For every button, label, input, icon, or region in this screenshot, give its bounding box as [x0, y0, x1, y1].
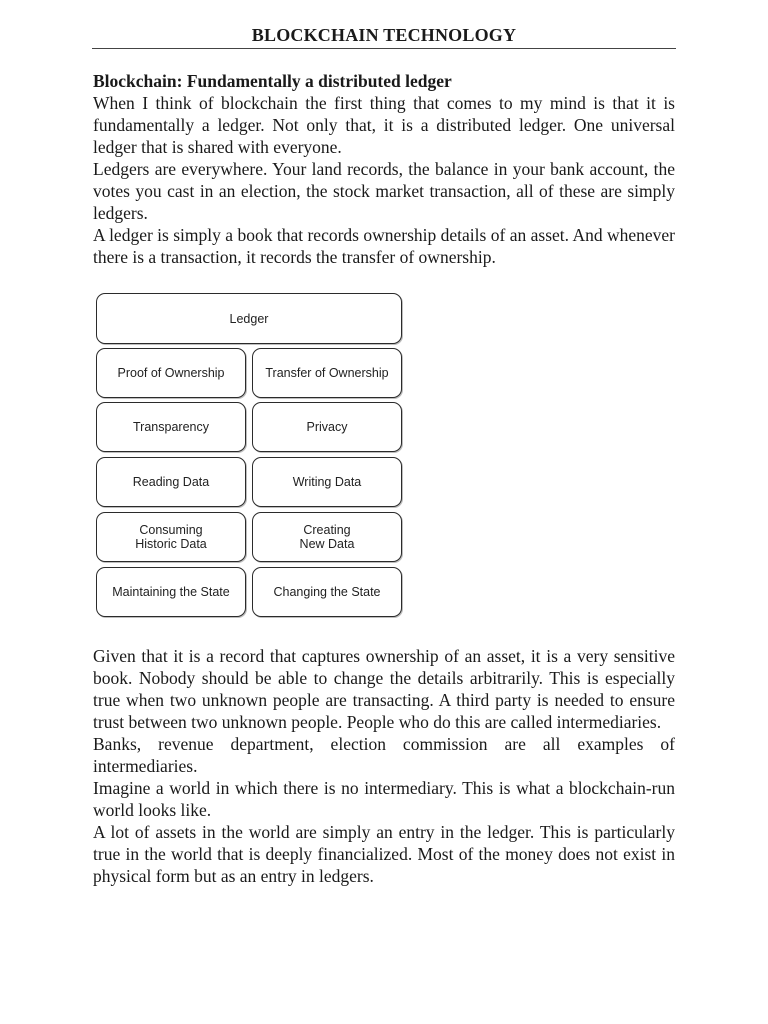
ledger-diagram — [93, 290, 405, 620]
diagram-box-consuming-historic-data: Consuming Historic Data — [96, 512, 246, 562]
paragraph: A lot of assets in the world are simply an entry in the ledger. This is particularly true in the world that is deeply financialized. Most of the money does not exist in physical form but as an entry in ledgers. — [93, 822, 675, 886]
diagram-box-reading-data: Reading Data — [96, 457, 246, 507]
section-title: Blockchain: Fundamentally a distributed ledger — [93, 71, 452, 91]
diagram-box-creating-new-data: Creating New Data — [252, 512, 402, 562]
running-header: BLOCKCHAIN TECHNOLOGY — [251, 25, 517, 45]
body-text — [93, 645, 675, 887]
intro-text — [93, 92, 675, 268]
diagram-box-transfer-of-ownership: Transfer of Ownership — [252, 348, 402, 398]
diagram-box-transparency: Transparency — [96, 402, 246, 452]
paragraph: Ledgers are everywhere. Your land records, the balance in your bank account, the votes you cast in an election, the stock market transaction, all of these are simply ledgers. — [93, 159, 675, 223]
paragraph: Imagine a world in which there is no intermediary. This is what a blockchain-run world looks like. — [93, 778, 675, 820]
header-rule — [92, 48, 676, 49]
paragraph: Given that it is a record that captures ownership of an asset, it is a very sensitive book. Nobody should be able to change the details arbitrarily. This is especially true when two unknown people are transacting. A third party is needed to ensure trust between two unknown people. People who do this are called intermediaries. — [93, 646, 675, 732]
paragraph: When I think of blockchain the first thing that comes to my mind is that it is fundamentally a ledger. Not only that, it is a distributed ledger. One universal ledger that is shared with everyone. — [93, 93, 675, 157]
diagram-box-maintaining-the-state: Maintaining the State — [96, 567, 246, 617]
paragraph: A ledger is simply a book that records ownership details of an asset. And whenever there is a transaction, it records the transfer of ownership. — [93, 225, 675, 267]
diagram-box-writing-data: Writing Data — [252, 457, 402, 507]
paragraph: Banks, revenue department, election commission are all examples of intermediaries. — [93, 734, 675, 776]
diagram-box-privacy: Privacy — [252, 402, 402, 452]
diagram-box-proof-of-ownership: Proof of Ownership — [96, 348, 246, 398]
diagram-box-changing-the-state: Changing the State — [252, 567, 402, 617]
diagram-box-ledger: Ledger — [96, 293, 402, 344]
